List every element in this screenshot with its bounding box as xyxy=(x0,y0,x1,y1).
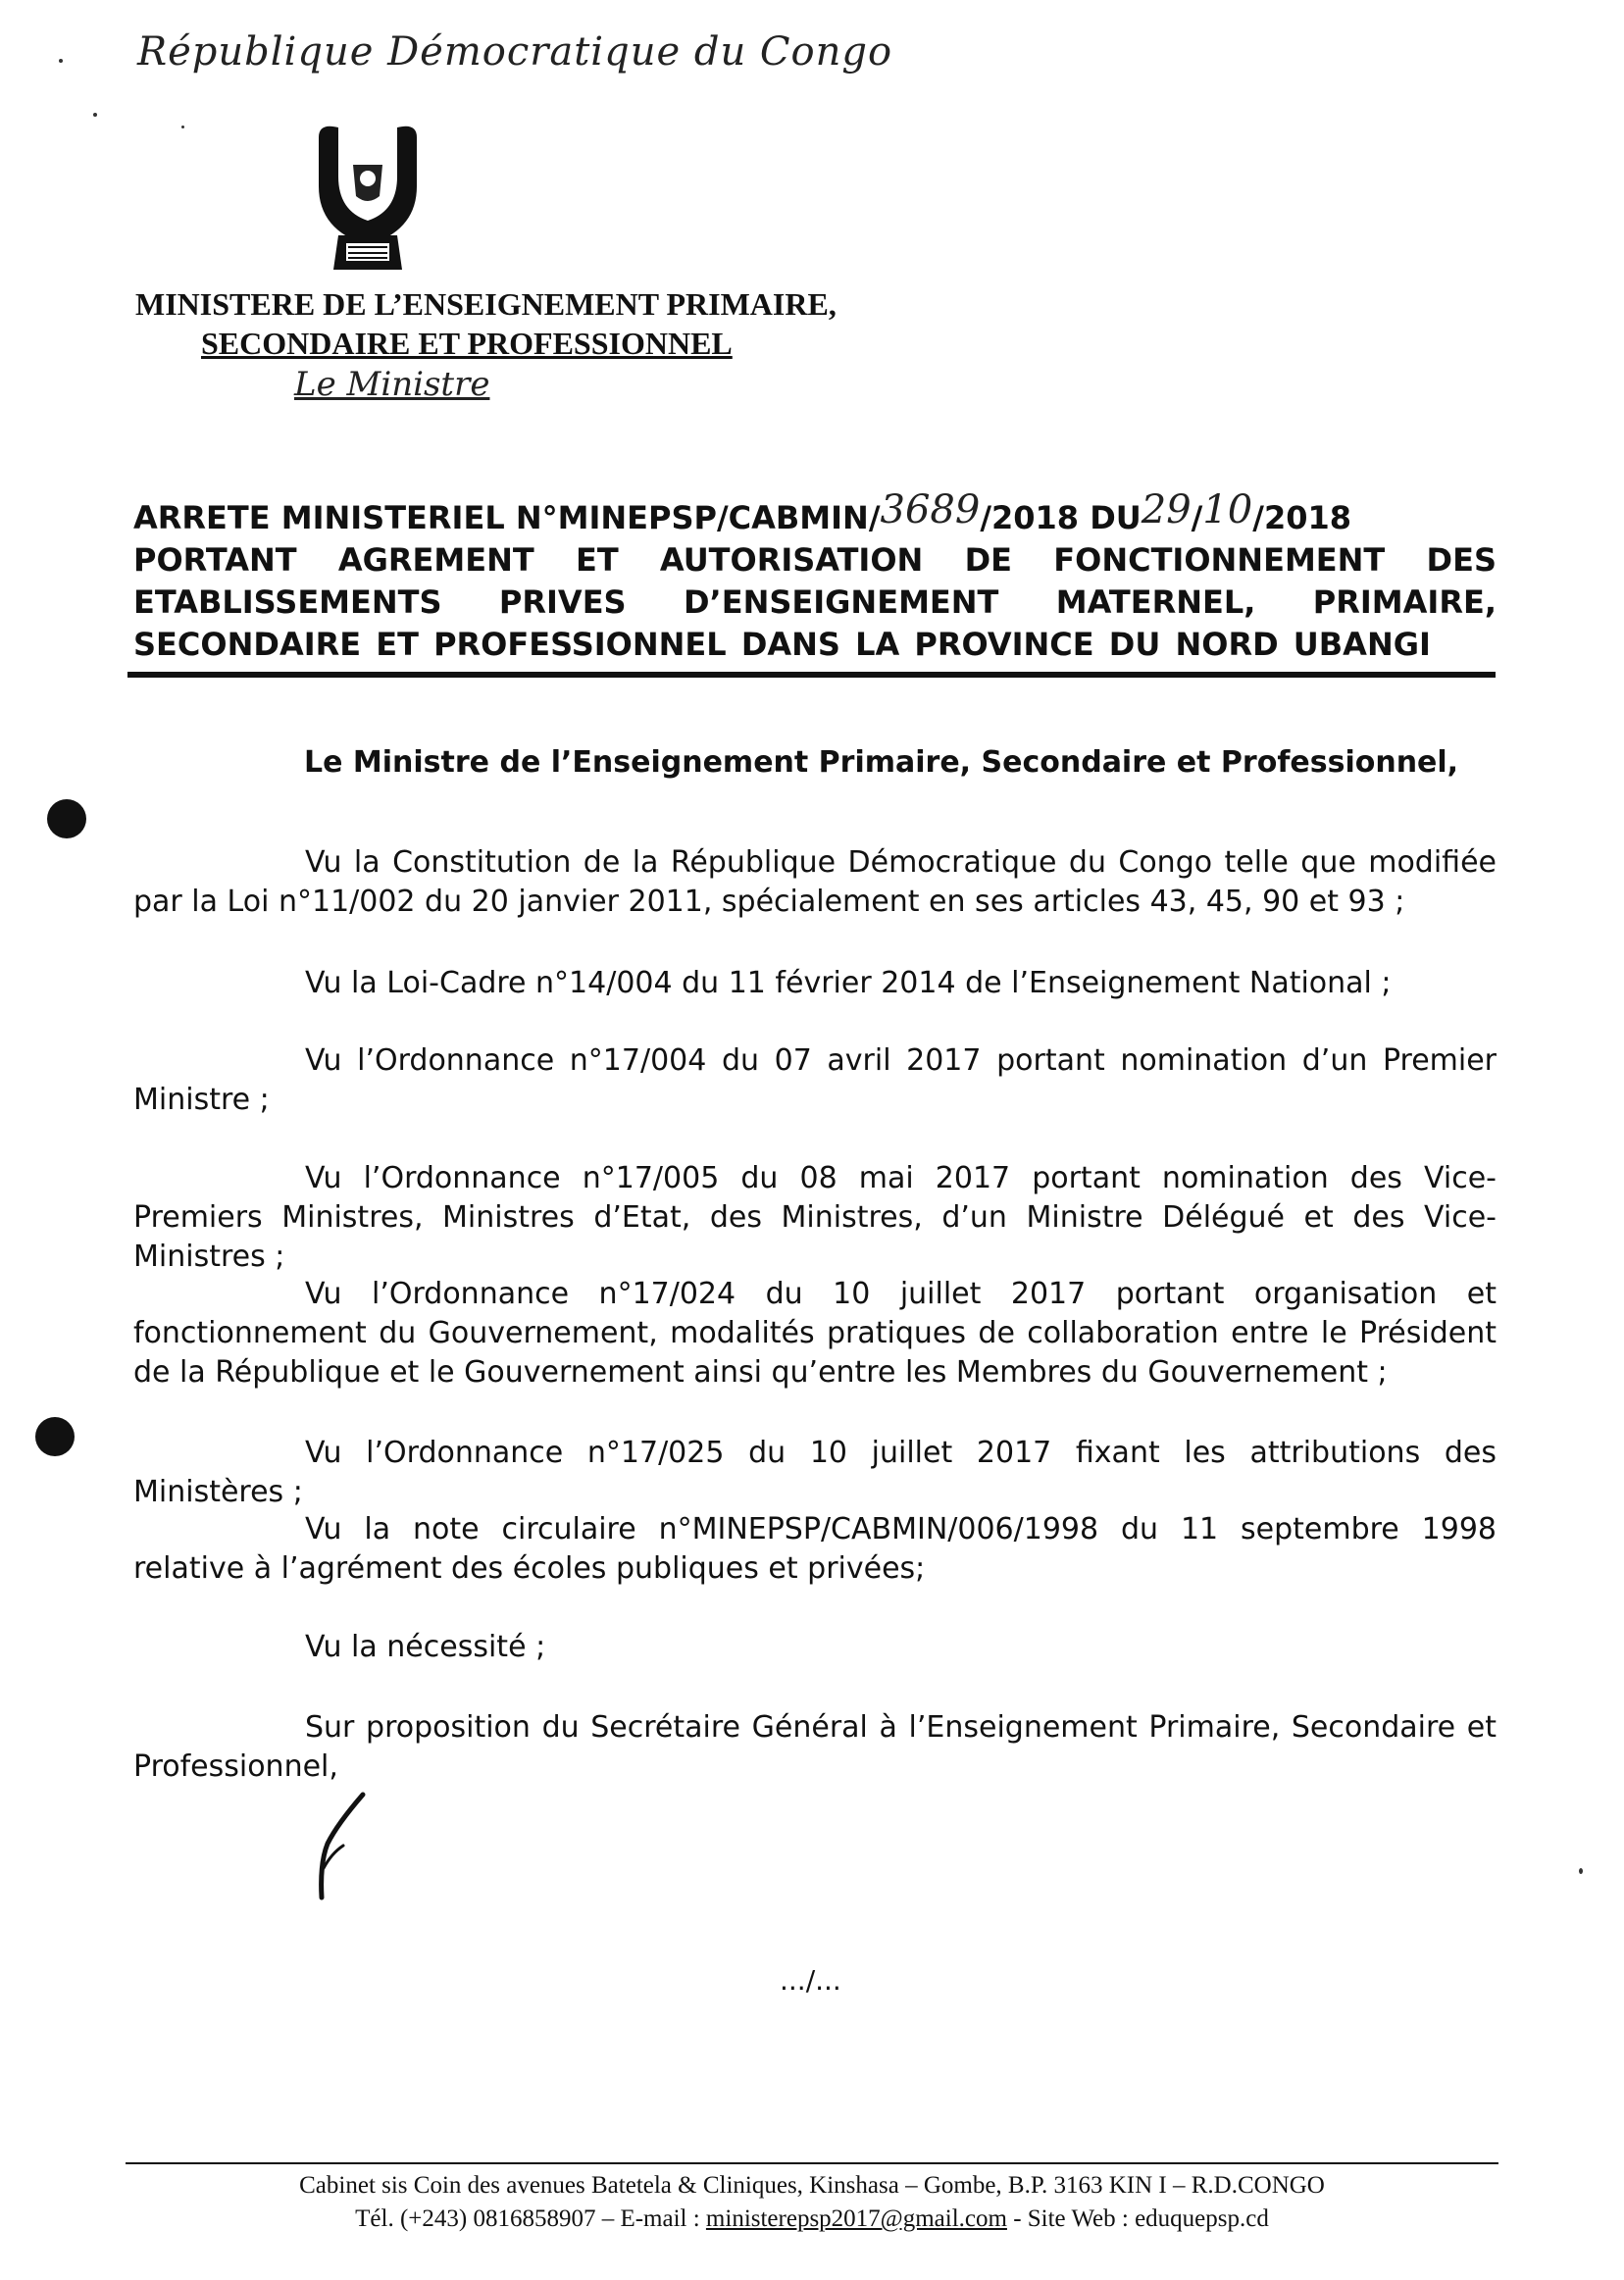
decree-prefix: ARRETE MINISTERIEL N°MINEPSP/CABMIN/ xyxy=(133,499,881,536)
handwritten-initial-icon xyxy=(314,1785,373,1902)
scan-speck xyxy=(59,59,63,63)
title-word: AGREMENT xyxy=(337,541,534,579)
footer-website: - Site Web : eduquepsp.cd xyxy=(1006,2205,1269,2232)
considerant-paragraph: Sur proposition du Secrétaire Général à l’Enseignement Primaire, Secondaire et Professionnel, xyxy=(133,1710,1497,1784)
title-line-4: SECONDAIRE ET PROFESSIONNEL DANS LA PROVINCE DU NORD UBANGI xyxy=(133,626,1431,663)
footer-contact xyxy=(126,2203,1498,2235)
footer-phone: Tél. (+243) 0816858907 – E-mail : xyxy=(355,2205,706,2232)
title-divider xyxy=(127,672,1496,678)
title-word: DES xyxy=(1426,541,1497,579)
punch-hole-icon xyxy=(35,1417,75,1456)
title-word: PORTANT xyxy=(133,541,297,579)
footer-address: Cabinet sis Coin des avenues Batetela & Cliniques, Kinshasa – Gombe, B.P. 3163 KIN I – R.D.CONGO xyxy=(299,2172,1325,2199)
ministry-name xyxy=(135,284,837,363)
title-word: ET xyxy=(575,541,619,579)
title-word: AUTORISATION xyxy=(659,541,924,579)
title-word: ETABLISSEMENTS xyxy=(133,583,442,621)
handwritten-month: 10 xyxy=(1202,487,1253,532)
coat-of-arms-emblem-icon xyxy=(309,118,427,275)
handwritten-number: 3689 xyxy=(880,487,981,532)
decree-title xyxy=(133,487,1497,666)
handwritten-day: 29 xyxy=(1141,487,1192,532)
decree-number xyxy=(133,487,1351,539)
decree-year: /2018 xyxy=(1252,499,1351,536)
title-line-2 xyxy=(133,539,1497,582)
considerant-paragraph: Vu l’Ordonnance n°17/024 du 10 juillet 2017 portant organisation et fonctionnement du Gouvernement, modalités pratiques de collaboration entre le Président de la République et le Gouvernement ainsi qu’entre les Membres du Gouvernement ; xyxy=(133,1277,1497,1390)
considerant-paragraph: Vu la Loi-Cadre n°14/004 du 11 février 2014 de l’Enseignement National ; xyxy=(305,966,1392,1000)
title-word: D’ENSEIGNEMENT xyxy=(683,583,999,621)
considerant-paragraph: Vu la Constitution de la République Démocratique du Congo telle que modifiée par la Loi n°11/002 du 20 janvier 2011, spécialement en ses articles 43, 45, 90 et 93 ; xyxy=(133,845,1497,919)
scan-speck xyxy=(1579,1868,1583,1874)
ministry-line-1: MINISTERE DE L’ENSEIGNEMENT PRIMAIRE, xyxy=(135,286,837,322)
title-word: DE xyxy=(964,541,1012,579)
title-line-3 xyxy=(133,582,1497,624)
footer-divider xyxy=(126,2162,1498,2164)
title-word: PRIVES xyxy=(498,583,627,621)
footer-email-link[interactable]: ministerepsp2017@gmail.com xyxy=(705,2205,1007,2232)
scan-speck xyxy=(93,113,97,117)
punch-hole-icon xyxy=(47,799,86,838)
considerant-paragraph: Vu l’Ordonnance n°17/004 du 07 avril 2017 portant nomination d’un Premier Ministre ; xyxy=(133,1043,1497,1117)
considerant-paragraph: Vu l’Ordonnance n°17/005 du 08 mai 2017 portant nomination des Vice-Premiers Ministres, Ministres d’Etat, des Ministres, d’un Ministre Délégué et des Vice-Ministres ; xyxy=(133,1161,1497,1274)
intro-heading: Le Ministre de l’Enseignement Primaire, Secondaire et Professionnel, xyxy=(304,745,1459,780)
considerant-paragraph: Vu l’Ordonnance n°17/025 du 10 juillet 2017 fixant les attributions des Ministères ; xyxy=(133,1436,1497,1509)
decree-year-du: /2018 DU xyxy=(980,499,1142,536)
title-word: PRIMAIRE, xyxy=(1312,583,1497,621)
republic-heading: République Démocratique du Congo xyxy=(137,29,893,75)
continuation-marker: .../... xyxy=(780,1964,841,1997)
ministry-line-2: SECONDAIRE ET PROFESSIONNEL xyxy=(201,326,733,361)
considerant-paragraph: Vu la nécessité ; xyxy=(305,1630,546,1664)
minister-label: Le Ministre xyxy=(294,365,490,404)
title-line-1 xyxy=(133,487,1497,539)
date-separator: / xyxy=(1191,499,1203,536)
title-word: MATERNEL, xyxy=(1055,583,1256,621)
title-word: FONCTIONNEMENT xyxy=(1053,541,1386,579)
scan-speck xyxy=(181,126,184,128)
considerant-paragraph: Vu la note circulaire n°MINEPSP/CABMIN/006/1998 du 11 septembre 1998 relative à l’agrément des écoles publiques et privées; xyxy=(133,1512,1497,1586)
